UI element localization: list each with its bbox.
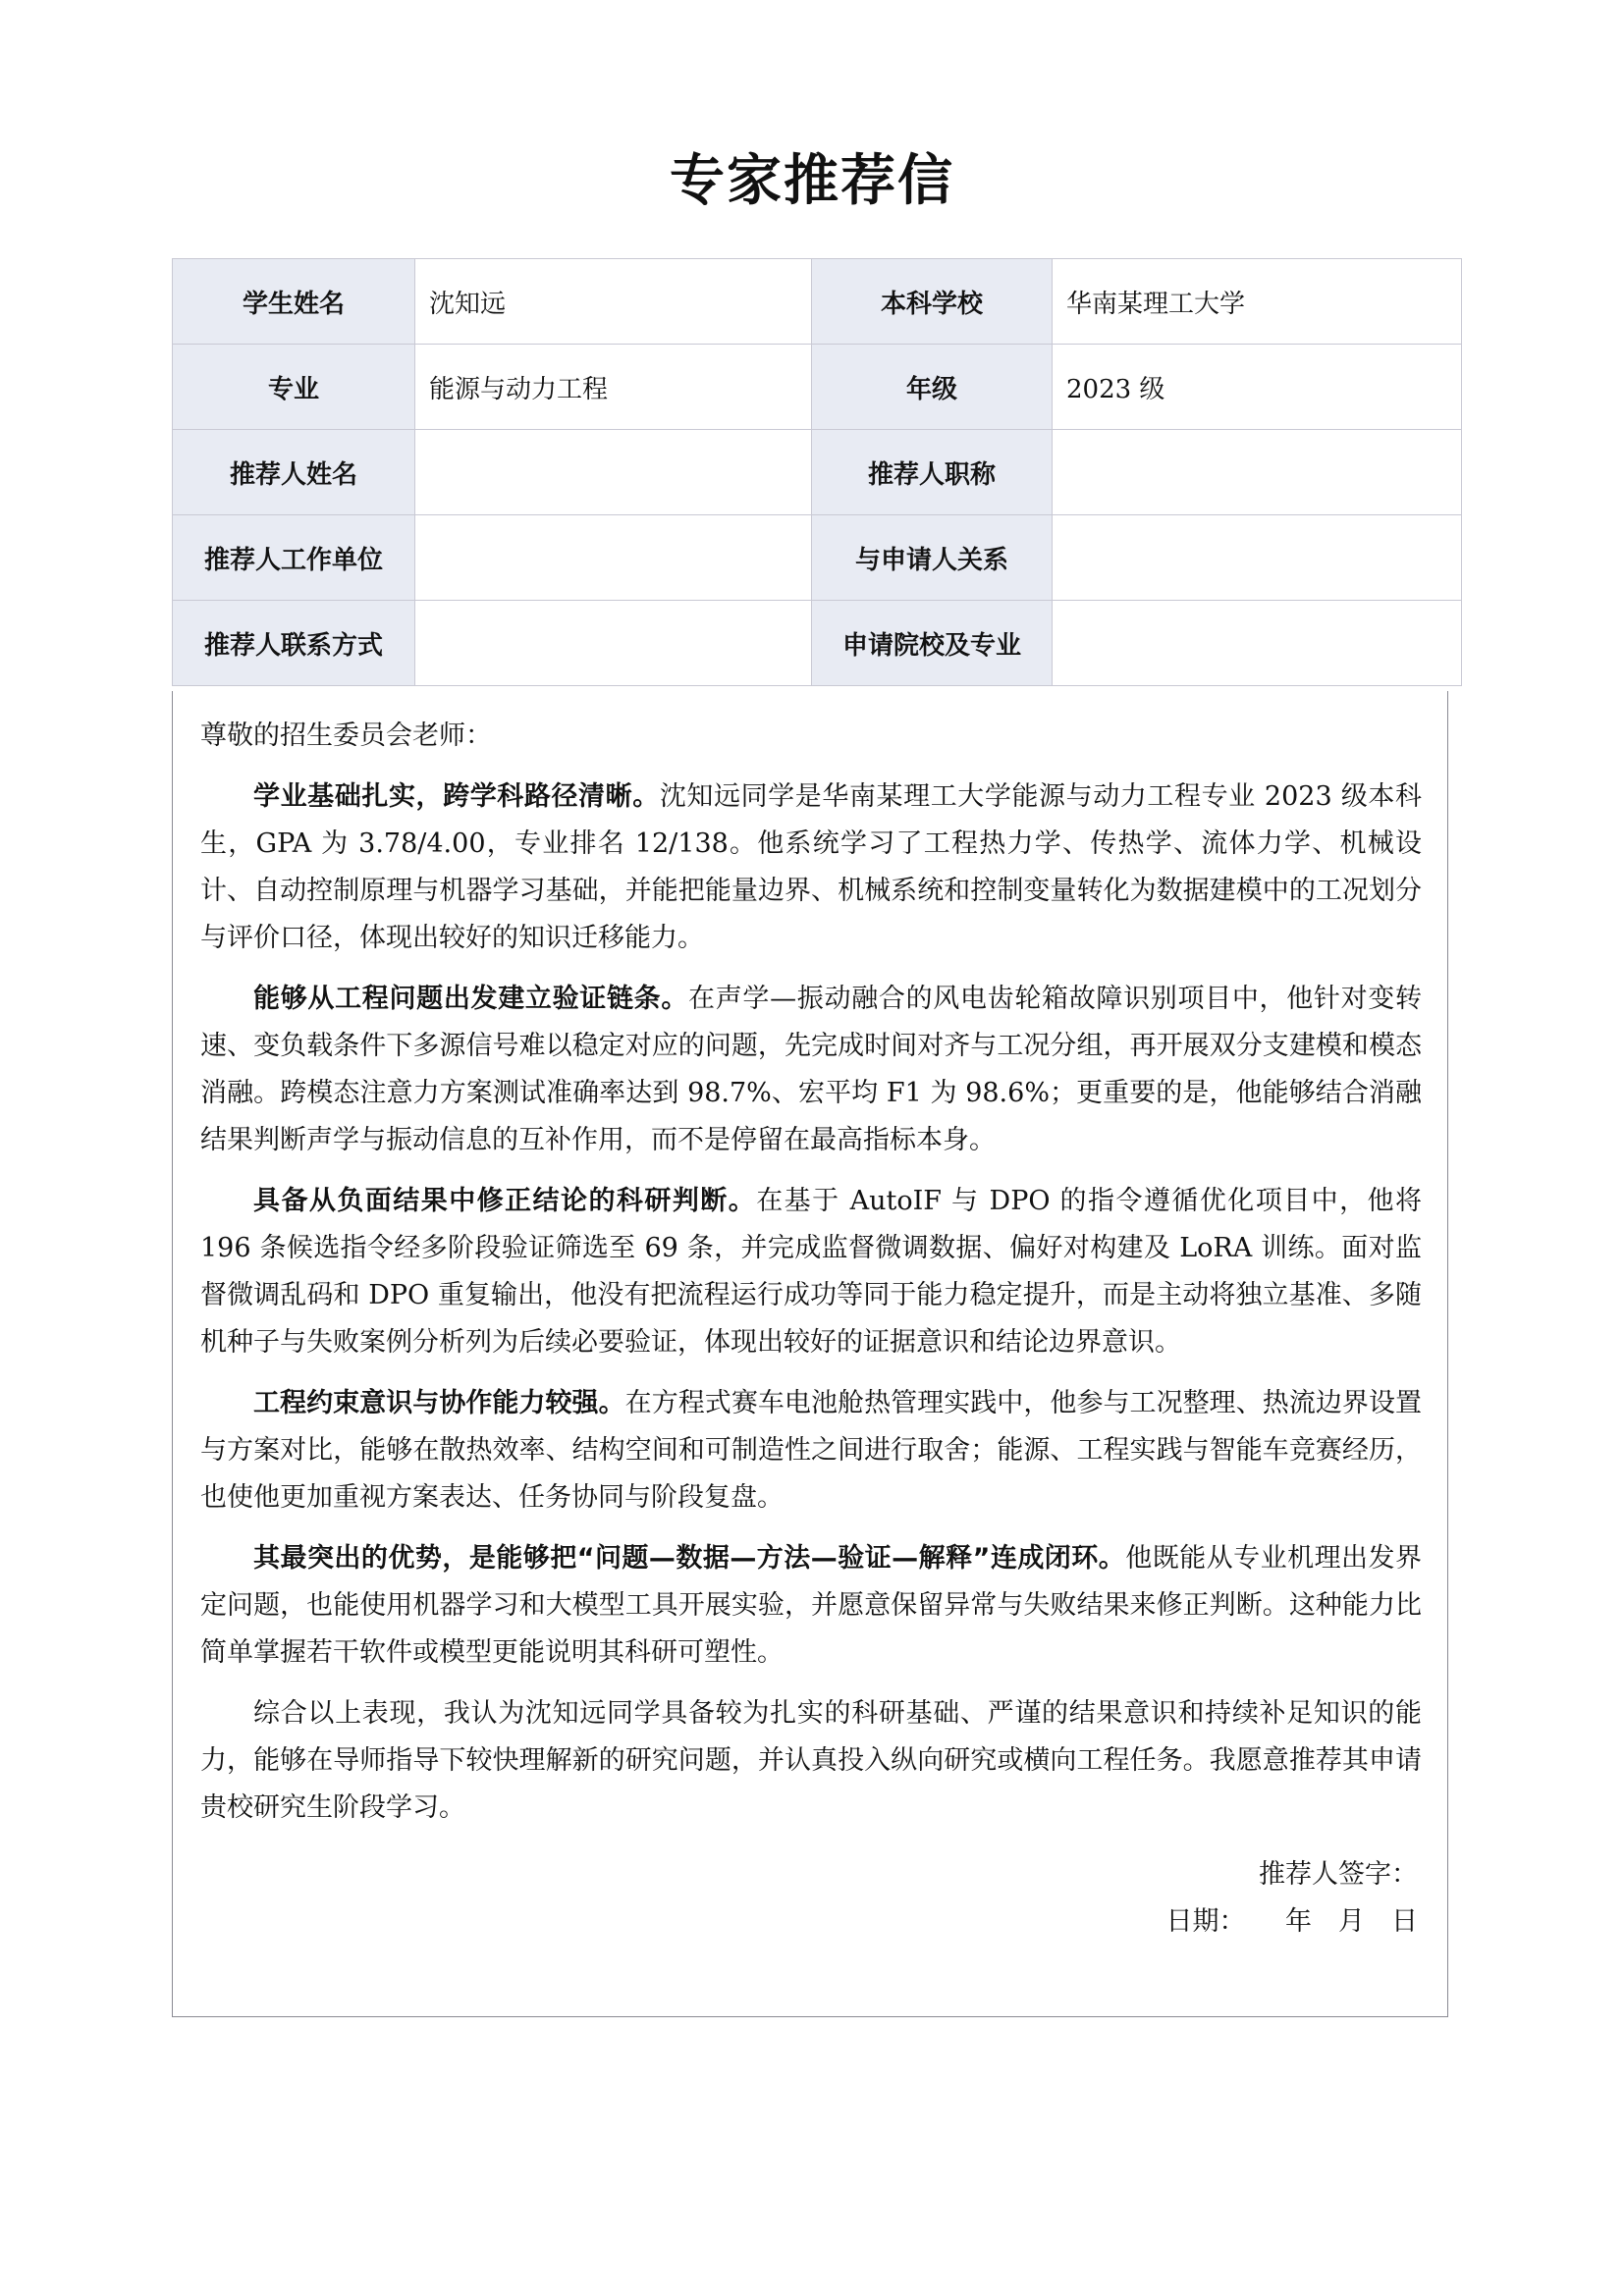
date-label: 日期： 年 月 日 xyxy=(1165,1906,1418,1937)
paragraph-body: 他既能从专业机理出发界定问题，也能使用机器学习和大模型工具开展实验，并愿意保留异常与失败结果来修正判断。这种能力比简单掌握若干软件或模型更能说明其科研可塑性。 xyxy=(200,1543,1423,1668)
field-value: 2023 级 xyxy=(1053,345,1462,430)
field-value xyxy=(1053,601,1462,686)
paragraph-lead: 其最突出的优势，是能够把“问题—数据—方法—验证—解释”连成闭环。 xyxy=(253,1543,1126,1574)
field-label: 学生姓名 xyxy=(173,259,415,345)
field-value: 沈知远 xyxy=(415,259,812,345)
letter-body xyxy=(172,691,1448,2017)
field-label: 本科学校 xyxy=(812,259,1053,345)
paragraph-body: 沈知远同学是华南某理工大学能源与动力工程专业 2023 级本科生，GPA 为 3.78/4.00，专业排名 12/138。他系统学习了工程热力学、传热学、流体力学、机械设计、自动控制原理与机器学习基础，并能把能量边界、机械系统和控制变量转化为数据建模中的工况划分与评价口径，体现出较好的知识迁移能力。 xyxy=(200,781,1422,953)
letter-greeting: 尊敬的招生委员会老师： xyxy=(200,721,492,751)
field-label: 与申请人关系 xyxy=(812,515,1053,601)
paragraph-body: 在方程式赛车电池舱热管理实践中，他参与工况整理、热流边界设置与方案对比，能够在散热效率、结构空间和可制造性之间进行取舍；能源、工程实践与智能车竞赛经历，也使他更加重视方案表达、任务协同与阶段复盘。 xyxy=(200,1388,1423,1513)
applicant-info-table xyxy=(172,258,1462,686)
paragraph-lead: 能够从工程问题出发建立验证链条。 xyxy=(253,984,689,1014)
field-value: 华南某理工大学 xyxy=(1053,259,1462,345)
page-title: 专家推荐信 xyxy=(670,149,954,213)
info-row xyxy=(173,259,1462,345)
letter-paragraph xyxy=(200,1380,1422,1522)
field-label: 专业 xyxy=(173,345,415,430)
field-value xyxy=(415,430,812,515)
field-value xyxy=(415,601,812,686)
field-value xyxy=(1053,430,1462,515)
letter-paragraph xyxy=(200,1535,1422,1677)
letter-paragraph xyxy=(200,1690,1422,1832)
paragraph-body: 在声学—振动融合的风电齿轮箱故障识别项目中，他针对变转速、变负载条件下多源信号难以稳定对应的问题，先完成时间对齐与工况分组，再开展双分支建模和模态消融。跨模态注意力方案测试准确率达到 98.7%、宏平均 F1 为 98.6%；更重要的是，他能够结合消融结果判断声学与振动信息的互补作用，而不是停留在最高指标本身。 xyxy=(200,984,1422,1155)
paragraph-body: 综合以上表现，我认为沈知远同学具备较为扎实的科研基础、严谨的结果意识和持续补足知识的能力，能够在导师指导下较快理解新的研究问题，并认真投入纵向研究或横向工程任务。我愿意推荐其申请贵校研究生阶段学习。 xyxy=(200,1698,1422,1823)
info-row xyxy=(173,345,1462,430)
field-value: 能源与动力工程 xyxy=(415,345,812,430)
signature-block xyxy=(200,1851,1422,1946)
letter-paragraph xyxy=(200,774,1422,962)
info-row xyxy=(173,601,1462,686)
paragraph-lead: 工程约束意识与协作能力较强。 xyxy=(253,1388,625,1418)
info-row xyxy=(173,515,1462,601)
info-row xyxy=(173,430,1462,515)
field-value xyxy=(1053,515,1462,601)
field-label: 申请院校及专业 xyxy=(812,601,1053,686)
letter-paragraph xyxy=(200,976,1422,1164)
field-label: 推荐人工作单位 xyxy=(173,515,415,601)
field-label: 推荐人姓名 xyxy=(173,430,415,515)
field-value xyxy=(415,515,812,601)
signature-label: 推荐人签字： xyxy=(1259,1859,1418,1890)
field-label: 推荐人职称 xyxy=(812,430,1053,515)
paragraph-body: 在基于 AutoIF 与 DPO 的指令遵循优化项目中，他将 196 条候选指令经多阶段验证筛选至 69 条，并完成监督微调数据、偏好对构建及 LoRA 训练。面对监督微调乱码和 DPO 重复输出，他没有把流程运行成功等同于能力稳定提升，而是主动将独立基准、多随机种子与失败案例分析列为后续必要验证，体现出较好的证据意识和结论边界意识。 xyxy=(200,1186,1423,1358)
field-label: 年级 xyxy=(812,345,1053,430)
field-label: 推荐人联系方式 xyxy=(173,601,415,686)
letter-paragraph xyxy=(200,1178,1422,1366)
paragraph-lead: 学业基础扎实，跨学科路径清晰。 xyxy=(253,781,660,812)
paragraph-lead: 具备从负面结果中修正结论的科研判断。 xyxy=(253,1186,757,1216)
